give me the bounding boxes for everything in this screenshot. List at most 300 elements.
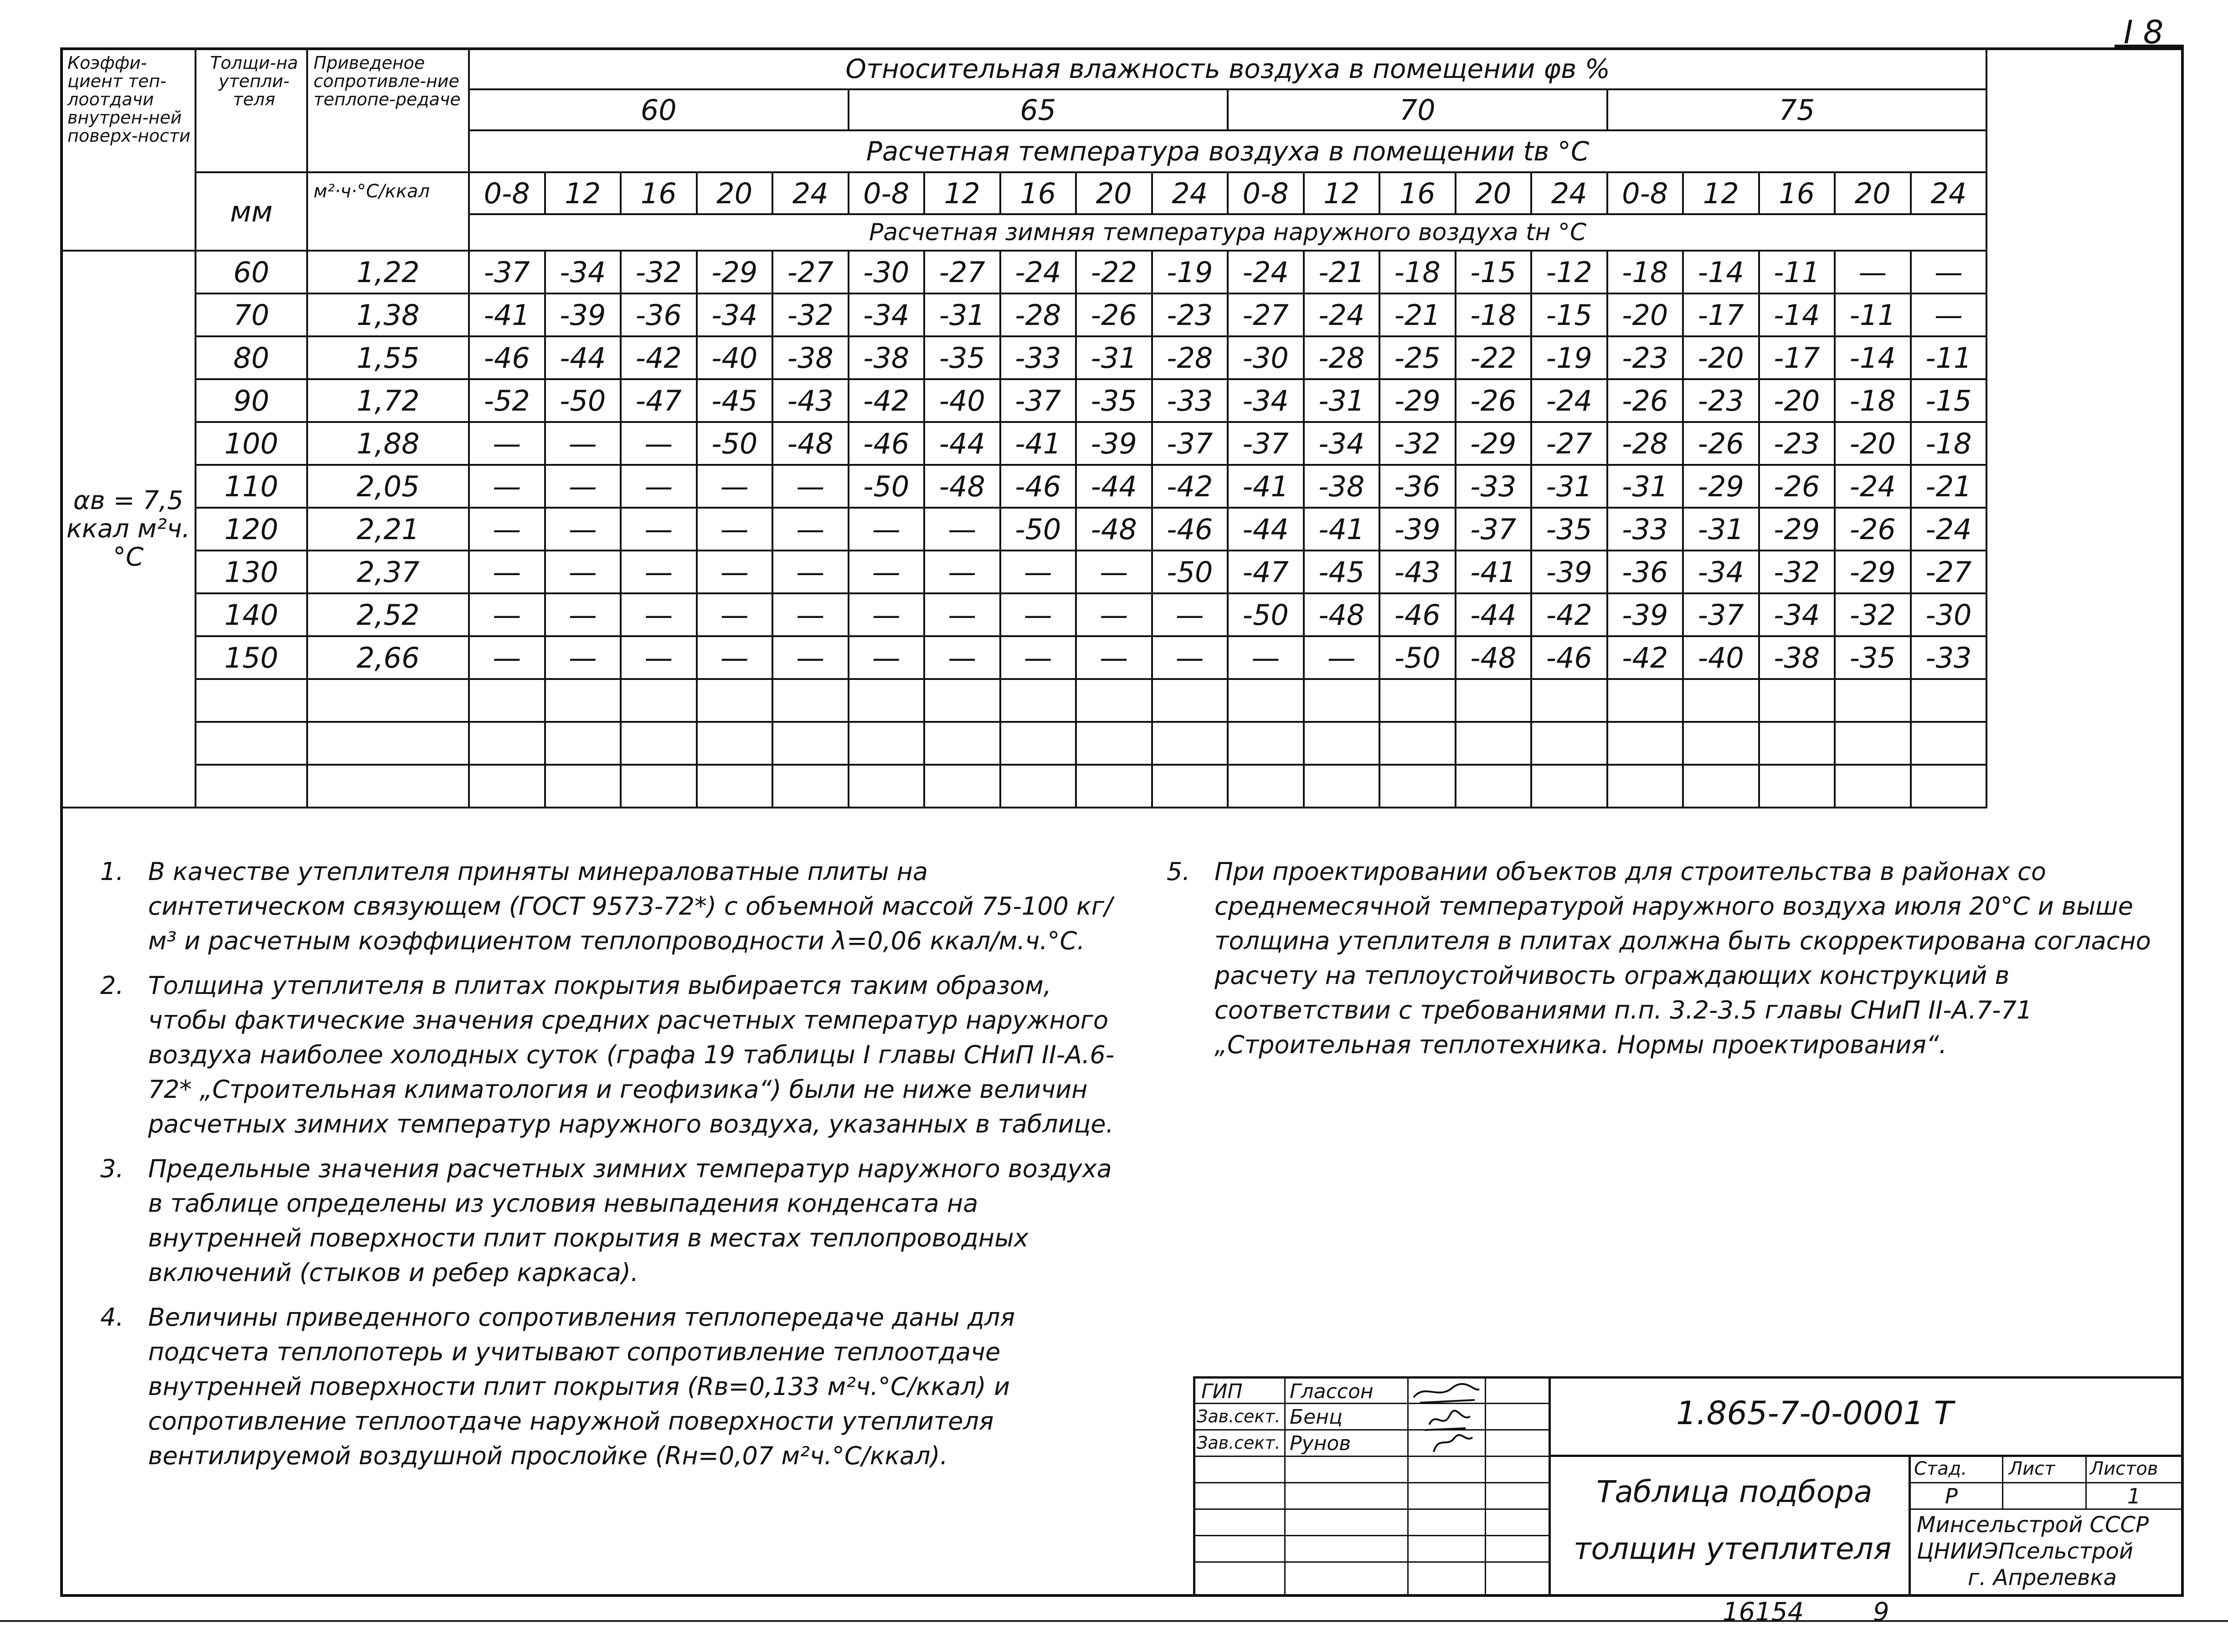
temperature-cell: -29 (1759, 508, 1835, 551)
temperature-cell: -47 (1228, 551, 1304, 593)
temperature-cell: — (772, 551, 849, 593)
temperature-cell (924, 679, 1000, 722)
inner-temp-cell: 20 (697, 172, 773, 214)
temperature-cell: — (621, 593, 697, 636)
thickness-cell: 100 (196, 422, 307, 465)
header-resistance-unit: м²·ч·°C/ккал (307, 172, 469, 251)
temperature-cell: — (469, 551, 545, 593)
temperature-cell: -33 (1456, 465, 1532, 508)
temperature-cell: -37 (469, 251, 545, 293)
thickness-cell: 120 (196, 508, 307, 551)
temperature-cell: -27 (924, 251, 1000, 293)
temperature-cell: -48 (1304, 593, 1380, 636)
temperature-cell: -22 (1456, 336, 1532, 379)
humidity-group: 70 (1228, 89, 1607, 130)
inner-temp-cell: 0-8 (849, 172, 925, 214)
temperature-cell: -34 (1759, 593, 1835, 636)
temperature-cell (1379, 765, 1456, 808)
temperature-cell (1076, 722, 1152, 765)
header-thickness: Толщи-на утепли-теля (196, 48, 307, 172)
thickness-cell: 150 (196, 636, 307, 679)
temperature-cell: — (924, 508, 1000, 551)
inner-temp-cell: 20 (1835, 172, 1911, 214)
temperature-cell (1228, 765, 1304, 808)
temperature-cell: — (469, 465, 545, 508)
temperature-cell: -28 (1607, 422, 1683, 465)
resistance-cell: 2,05 (307, 465, 469, 508)
temperature-cell: -35 (1531, 508, 1607, 551)
temperature-cell: -45 (697, 379, 773, 422)
temperature-cell: — (849, 508, 925, 551)
temperature-cell: -48 (924, 465, 1000, 508)
temperature-cell: -33 (1607, 508, 1683, 551)
temperature-cell: -24 (1531, 379, 1607, 422)
table-row (61, 251, 1986, 293)
thickness-cell: 110 (196, 465, 307, 508)
sheet-number-mark: I 8 (2124, 14, 2164, 51)
inner-temp-cell: 24 (772, 172, 849, 214)
temperature-cell: -27 (1911, 551, 1987, 593)
temperature-cell: -15 (1531, 293, 1607, 336)
header-outer-temperature: Расчетная зимняя температура наружного воздуха tн °C (469, 214, 1986, 251)
inner-temp-cell: 16 (621, 172, 697, 214)
temperature-cell: -14 (1683, 251, 1759, 293)
resistance-cell: 1,55 (307, 336, 469, 379)
temperature-cell: -34 (1228, 379, 1304, 422)
table-row (61, 679, 1986, 722)
temperature-cell: -50 (1228, 593, 1304, 636)
notes-right-column (1167, 854, 2183, 1072)
temperature-cell: -34 (697, 293, 773, 336)
temperature-cell: -24 (1304, 293, 1380, 336)
thickness-cell (196, 722, 307, 765)
temperature-cell: -19 (1531, 336, 1607, 379)
temperature-cell (545, 765, 621, 808)
humidity-group: 75 (1607, 89, 1987, 130)
temperature-cell: -46 (849, 422, 925, 465)
temperature-cell: -44 (1456, 593, 1532, 636)
temperature-cell (1607, 679, 1683, 722)
temperature-cell: -18 (1911, 422, 1987, 465)
temperature-cell: -27 (1531, 422, 1607, 465)
temperature-cell: — (621, 465, 697, 508)
temperature-cell: — (545, 508, 621, 551)
temperature-cell: — (621, 636, 697, 679)
note-4: 4. Величины приведенного сопротивления теплопередаче даны для подсчета теплопотерь и учитывают сопротивление теплоотдаче внутренней поверхности плит покрытия (Rв=0,133 м²ч.°C/ккал) и сопротивление теплоотдаче наружной поверхности утеплителя вентилируемой воздушной прослойке (Rн=0,07 м²ч.°C/ккал). (100, 1303, 1015, 1470)
temperature-cell (1835, 722, 1911, 765)
stage-label: Стад. (1914, 1458, 1967, 1479)
temperature-cell: -31 (1076, 336, 1152, 379)
temperature-cell: -23 (1152, 293, 1228, 336)
temperature-cell (621, 679, 697, 722)
temperature-cell: -46 (1379, 593, 1456, 636)
temperature-cell: — (545, 636, 621, 679)
temperature-cell: -36 (1607, 551, 1683, 593)
temperature-cell (772, 765, 849, 808)
temperature-cell: -17 (1683, 293, 1759, 336)
temperature-cell: — (469, 422, 545, 465)
thickness-cell (196, 765, 307, 808)
inner-temp-cell: 12 (924, 172, 1000, 214)
temperature-cell: -32 (772, 293, 849, 336)
temperature-cell (1152, 722, 1228, 765)
resistance-cell (307, 679, 469, 722)
temperature-cell: -20 (1683, 336, 1759, 379)
temperature-cell: -33 (1911, 636, 1987, 679)
resistance-cell: 2,21 (307, 508, 469, 551)
temperature-cell (1683, 765, 1759, 808)
temperature-cell: — (1304, 636, 1380, 679)
inner-temp-cell: 0-8 (1228, 172, 1304, 214)
note-2: 2. Толщина утеплителя в плитах покрытия выбирается таким образом, чтобы фактические значения средних расчетных температур наружного воздуха наиболее холодных суток (графа 19 таблицы I главы СНиП II-А.6-72* „Строительная климатология и геофизика“) были не ниже величин расчетных зимних температур наружного воздуха, указанных в таблице. (100, 971, 1115, 1138)
temperature-cell (1000, 679, 1076, 722)
inner-temp-cell: 16 (1379, 172, 1456, 214)
temperature-cell: -23 (1759, 422, 1835, 465)
temperature-cell: -32 (1835, 593, 1911, 636)
temperature-cell: — (772, 593, 849, 636)
temperature-cell: -15 (1911, 379, 1987, 422)
temperature-cell (924, 765, 1000, 808)
temperature-cell (1835, 765, 1911, 808)
temperature-cell: -14 (1759, 293, 1835, 336)
inventory-number: 16154 (1723, 1597, 1804, 1627)
temperature-cell (469, 765, 545, 808)
temperature-cell: — (697, 465, 773, 508)
temperature-cell: — (1911, 293, 1987, 336)
inner-temp-cell: 12 (1683, 172, 1759, 214)
temperature-cell (545, 679, 621, 722)
inner-temp-cell: 20 (1456, 172, 1532, 214)
temperature-cell: -34 (545, 251, 621, 293)
temperature-cell: -50 (1152, 551, 1228, 593)
temperature-cell (1531, 679, 1607, 722)
temperature-cell: — (1000, 593, 1076, 636)
temperature-cell: -33 (1152, 379, 1228, 422)
insulation-table (60, 47, 1987, 808)
temperature-cell (1152, 765, 1228, 808)
temperature-cell: — (772, 508, 849, 551)
temperature-cell: -24 (1228, 251, 1304, 293)
inner-temp-cell: 0-8 (469, 172, 545, 214)
temperature-cell: -35 (1835, 636, 1911, 679)
temperature-cell: -34 (1304, 422, 1380, 465)
temperature-cell: -32 (621, 251, 697, 293)
temperature-cell (849, 679, 925, 722)
humidity-group: 65 (849, 89, 1228, 130)
temperature-cell: -36 (1379, 465, 1456, 508)
temperature-cell: -31 (1607, 465, 1683, 508)
thickness-cell (196, 679, 307, 722)
temperature-cell: — (697, 636, 773, 679)
temperature-cell: — (697, 593, 773, 636)
bottom-rule (0, 1620, 2228, 1622)
temperature-cell: -21 (1911, 465, 1987, 508)
table-row (61, 551, 1986, 593)
temperature-cell (1683, 679, 1759, 722)
temperature-cell: — (849, 551, 925, 593)
temperature-cell: -50 (849, 465, 925, 508)
temperature-cell: -44 (545, 336, 621, 379)
temperature-cell: — (924, 593, 1000, 636)
temperature-cell: -29 (1835, 551, 1911, 593)
temperature-cell (1531, 722, 1607, 765)
temperature-cell (697, 722, 773, 765)
temperature-cell: -24 (1835, 465, 1911, 508)
temperature-cell: -18 (1607, 251, 1683, 293)
temperature-cell: — (924, 551, 1000, 593)
temperature-cell: -18 (1379, 251, 1456, 293)
temperature-cell: -39 (1076, 422, 1152, 465)
table-row (61, 765, 1986, 808)
table-row (61, 465, 1986, 508)
temperature-cell: -28 (1000, 293, 1076, 336)
temperature-cell (1683, 722, 1759, 765)
temperature-cell: -32 (1759, 551, 1835, 593)
temperature-cell: -14 (1835, 336, 1911, 379)
temperature-cell (697, 765, 773, 808)
temperature-cell (1456, 765, 1532, 808)
temperature-cell: -44 (924, 422, 1000, 465)
temperature-cell: — (621, 551, 697, 593)
temperature-cell: -43 (772, 379, 849, 422)
temperature-cell: -44 (1228, 508, 1304, 551)
temperature-cell: -19 (1152, 251, 1228, 293)
temperature-cell: -39 (1607, 593, 1683, 636)
table-row (61, 636, 1986, 679)
temperature-cell: -11 (1911, 336, 1987, 379)
temperature-cell (1152, 679, 1228, 722)
temperature-cell: -23 (1607, 336, 1683, 379)
temperature-cell: -36 (621, 293, 697, 336)
temperature-cell: -48 (1456, 636, 1532, 679)
alpha-coefficient: αв = 7,5 ккал м²ч. °C (61, 251, 196, 808)
temperature-cell: -38 (1759, 636, 1835, 679)
thickness-cell: 80 (196, 336, 307, 379)
temperature-cell (1607, 765, 1683, 808)
temperature-cell (1000, 722, 1076, 765)
signatures (1411, 1379, 1484, 1456)
thickness-cell: 130 (196, 551, 307, 593)
sheets-value: 1 (2127, 1484, 2141, 1508)
inner-temp-cell: 0-8 (1607, 172, 1683, 214)
resistance-cell: 2,66 (307, 636, 469, 679)
thickness-cell: 90 (196, 379, 307, 422)
inner-temp-cell: 24 (1531, 172, 1607, 214)
inner-temp-cell: 16 (1000, 172, 1076, 214)
temperature-cell: -26 (1076, 293, 1152, 336)
temperature-cell: -35 (924, 336, 1000, 379)
temperature-cell: -46 (1152, 508, 1228, 551)
temperature-cell: — (849, 636, 925, 679)
temperature-cell: -33 (1000, 336, 1076, 379)
temperature-cell (1379, 722, 1456, 765)
header-inner-temperature: Расчетная температура воздуха в помещении tв °C (469, 130, 1986, 172)
temperature-cell: -50 (1000, 508, 1076, 551)
temperature-cell (1228, 679, 1304, 722)
signer-2-name: Бенц (1290, 1405, 1343, 1429)
signer-3-name: Рунов (1290, 1432, 1351, 1455)
temperature-cell: -17 (1759, 336, 1835, 379)
temperature-cell: -26 (1456, 379, 1532, 422)
temperature-cell: -30 (849, 251, 925, 293)
temperature-cell (1456, 679, 1532, 722)
temperature-cell: -50 (545, 379, 621, 422)
temperature-cell (772, 679, 849, 722)
temperature-cell: — (772, 465, 849, 508)
title-line-1: Таблица подбора (1596, 1474, 1873, 1509)
temperature-cell: -42 (1531, 593, 1607, 636)
signer-2-role: Зав.сект. (1197, 1406, 1281, 1426)
temperature-cell: -31 (924, 293, 1000, 336)
humidity-group: 60 (469, 89, 849, 130)
header-thickness-unit: мм (196, 172, 307, 251)
temperature-cell (1607, 722, 1683, 765)
temperature-cell: -42 (1607, 636, 1683, 679)
temperature-cell: — (1911, 251, 1987, 293)
table-row (61, 508, 1986, 551)
temperature-cell: — (1000, 551, 1076, 593)
temperature-cell (924, 722, 1000, 765)
temperature-cell: -30 (1911, 593, 1987, 636)
temperature-cell: -34 (1683, 551, 1759, 593)
temperature-cell: — (849, 593, 925, 636)
resistance-cell: 1,72 (307, 379, 469, 422)
temperature-cell (1531, 765, 1607, 808)
temperature-cell: -26 (1607, 379, 1683, 422)
temperature-cell: -46 (1000, 465, 1076, 508)
temperature-cell (849, 765, 925, 808)
temperature-cell (1228, 722, 1304, 765)
temperature-cell: — (545, 465, 621, 508)
inner-temp-cell: 24 (1911, 172, 1987, 214)
temperature-cell (1076, 679, 1152, 722)
signer-1-role: ГИП (1201, 1380, 1243, 1403)
temperature-cell: -29 (1683, 465, 1759, 508)
temperature-cell: -11 (1759, 251, 1835, 293)
temperature-cell: -39 (1379, 508, 1456, 551)
temperature-cell: -42 (849, 379, 925, 422)
temperature-cell: -29 (1456, 422, 1532, 465)
temperature-cell: -50 (697, 422, 773, 465)
temperature-cell: — (621, 422, 697, 465)
temperature-cell: -26 (1683, 422, 1759, 465)
resistance-cell (307, 722, 469, 765)
temperature-cell: -25 (1379, 336, 1456, 379)
temperature-cell: -18 (1456, 293, 1532, 336)
temperature-cell: -29 (697, 251, 773, 293)
temperature-cell: -44 (1076, 465, 1152, 508)
temperature-cell: -32 (1379, 422, 1456, 465)
temperature-cell: — (1076, 593, 1152, 636)
temperature-cell: -37 (1152, 422, 1228, 465)
temperature-cell: -29 (1379, 379, 1456, 422)
temperature-cell: -24 (1000, 251, 1076, 293)
temperature-cell: -37 (1000, 379, 1076, 422)
temperature-cell: — (1835, 251, 1911, 293)
temperature-cell: -45 (1304, 551, 1380, 593)
resistance-cell (307, 765, 469, 808)
temperature-cell: -46 (469, 336, 545, 379)
org-line-3: г. Апрелевка (1968, 1565, 2117, 1590)
temperature-cell: — (697, 508, 773, 551)
temperature-cell: -24 (1911, 508, 1987, 551)
temperature-cell: -27 (1228, 293, 1304, 336)
temperature-cell: -15 (1456, 251, 1532, 293)
header-humidity: Относительная влажность воздуха в помещении φв % (469, 48, 1986, 89)
table-row (61, 293, 1986, 336)
temperature-cell: -37 (1683, 593, 1759, 636)
temperature-cell: — (1152, 636, 1228, 679)
temperature-cell: -50 (1379, 636, 1456, 679)
notes-left-column (100, 854, 1130, 1483)
temperature-cell: — (469, 593, 545, 636)
temperature-cell (1304, 679, 1380, 722)
temperature-cell: -37 (1228, 422, 1304, 465)
temperature-cell (469, 679, 545, 722)
thickness-cell: 60 (196, 251, 307, 293)
temperature-cell: — (924, 636, 1000, 679)
temperature-cell: — (469, 636, 545, 679)
org-line-1: Минсельстрой СССР (1917, 1512, 2149, 1538)
temperature-cell: -38 (772, 336, 849, 379)
temperature-cell (1456, 722, 1532, 765)
temperature-cell (772, 722, 849, 765)
temperature-cell: -48 (1076, 508, 1152, 551)
temperature-cell: -28 (1304, 336, 1380, 379)
header-resistance: Приведеное сопротивле-ние теплопе-редаче (307, 48, 469, 172)
temperature-cell (1379, 679, 1456, 722)
title-line-2: толщин утеплителя (1574, 1531, 1892, 1566)
temperature-cell: — (772, 636, 849, 679)
temperature-cell (1759, 722, 1835, 765)
temperature-cell: — (545, 551, 621, 593)
temperature-cell: -40 (697, 336, 773, 379)
temperature-cell (1911, 679, 1987, 722)
temperature-cell (1759, 679, 1835, 722)
note-3: 3. Предельные значения расчетных зимних температур наружного воздуха в таблице определены из условия невыпадения конденсата на внутренней поверхности плит покрытия в местах теплопроводных включений (стыков и ребер каркаса). (100, 1154, 1112, 1287)
temperature-cell (1835, 679, 1911, 722)
table-row (61, 422, 1986, 465)
inner-temp-cell: 12 (1304, 172, 1380, 214)
doc-code: 1.865-7-0-0001 T (1676, 1395, 1954, 1432)
temperature-cell (545, 722, 621, 765)
temperature-cell: — (1076, 636, 1152, 679)
temperature-cell (1911, 722, 1987, 765)
temperature-cell: -39 (545, 293, 621, 336)
temperature-cell (469, 722, 545, 765)
resistance-cell: 2,52 (307, 593, 469, 636)
signer-3-role: Зав.сект. (1197, 1433, 1281, 1453)
temperature-cell: -21 (1379, 293, 1456, 336)
sheet-label: Лист (2009, 1458, 2055, 1479)
temperature-cell: — (697, 551, 773, 593)
temperature-cell: -20 (1759, 379, 1835, 422)
temperature-cell: -31 (1304, 379, 1380, 422)
temperature-cell: -39 (1531, 551, 1607, 593)
temperature-cell: -48 (772, 422, 849, 465)
temperature-cell (1000, 765, 1076, 808)
temperature-cell: -40 (924, 379, 1000, 422)
title-block (1193, 1376, 2184, 1597)
temperature-cell: -20 (1835, 422, 1911, 465)
inner-temp-cell: 12 (545, 172, 621, 214)
temperature-cell: -42 (621, 336, 697, 379)
temperature-cell: -43 (1379, 551, 1456, 593)
temperature-cell (697, 679, 773, 722)
temperature-cell (1304, 722, 1380, 765)
header-heat-transfer-coefficient: Коэффи-циент теп-лоотдачи внутрен-ней поверх-ности (61, 48, 196, 251)
temperature-cell: — (545, 422, 621, 465)
